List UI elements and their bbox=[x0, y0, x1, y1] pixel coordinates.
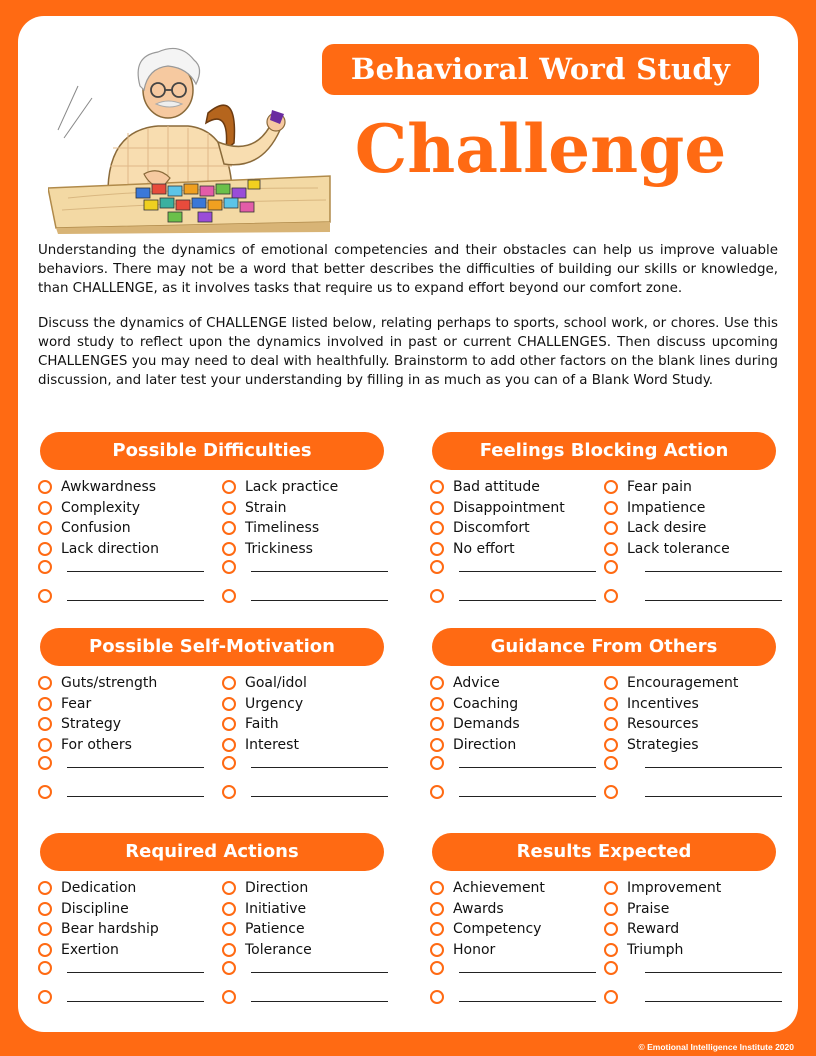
checkbox-circle-icon[interactable] bbox=[604, 480, 618, 494]
checkbox-circle-icon[interactable] bbox=[222, 738, 236, 752]
write-in-line[interactable] bbox=[459, 972, 596, 973]
write-in-line[interactable] bbox=[645, 600, 782, 601]
checkbox-circle-icon[interactable] bbox=[222, 990, 236, 1004]
checkbox-circle-icon[interactable] bbox=[38, 738, 52, 752]
checklist-item[interactable] bbox=[222, 919, 312, 940]
checklist-item-label: Incentives bbox=[627, 695, 699, 712]
checkbox-circle-icon[interactable] bbox=[604, 589, 618, 603]
checkbox-circle-icon[interactable] bbox=[222, 560, 236, 574]
checklist-item[interactable] bbox=[604, 498, 730, 519]
checkbox-circle-icon[interactable] bbox=[38, 756, 52, 770]
write-in-line[interactable] bbox=[645, 571, 782, 572]
challenge-word: Challenge bbox=[354, 110, 727, 188]
checkbox-circle-icon[interactable] bbox=[604, 881, 618, 895]
checkbox-circle-icon[interactable] bbox=[430, 717, 444, 731]
checklist-item[interactable] bbox=[430, 919, 545, 940]
checklist-item-label: Discomfort bbox=[453, 520, 530, 537]
checklist-item-label: Trickiness bbox=[245, 540, 313, 557]
intro-text bbox=[38, 241, 778, 405]
blank-entry[interactable] bbox=[430, 990, 596, 1002]
checkbox-circle-icon[interactable] bbox=[222, 697, 236, 711]
title-banner: Behavioral Word Study bbox=[322, 44, 759, 95]
checklist-item[interactable] bbox=[38, 878, 159, 899]
checkbox-circle-icon[interactable] bbox=[604, 521, 618, 535]
blank-entry[interactable] bbox=[222, 560, 388, 572]
section-guidance-from-others bbox=[430, 628, 785, 828]
write-in-line[interactable] bbox=[67, 571, 204, 572]
checklist-item[interactable] bbox=[222, 477, 338, 498]
checklist-item[interactable] bbox=[430, 694, 520, 715]
checkbox-circle-icon[interactable] bbox=[604, 676, 618, 690]
right-column bbox=[222, 878, 312, 960]
checkbox-circle-icon[interactable] bbox=[222, 943, 236, 957]
write-in-line[interactable] bbox=[645, 972, 782, 973]
left-column bbox=[38, 477, 159, 559]
section-heading: Possible Difficulties bbox=[40, 432, 384, 470]
blank-entry[interactable] bbox=[604, 756, 782, 768]
checkbox-circle-icon[interactable] bbox=[38, 589, 52, 603]
blank-entry[interactable] bbox=[38, 560, 204, 572]
checklist-item-label: Direction bbox=[453, 736, 517, 753]
write-in-line[interactable] bbox=[251, 796, 388, 797]
checkbox-circle-icon[interactable] bbox=[38, 501, 52, 515]
blank-entry[interactable] bbox=[430, 785, 596, 797]
checklist-item-label: Exertion bbox=[61, 941, 119, 958]
checkbox-circle-icon[interactable] bbox=[38, 922, 52, 936]
checkbox-circle-icon[interactable] bbox=[222, 676, 236, 690]
checkbox-circle-icon[interactable] bbox=[222, 521, 236, 535]
checklist-item[interactable] bbox=[604, 518, 730, 539]
write-in-line[interactable] bbox=[645, 1001, 782, 1002]
checklist-item[interactable] bbox=[38, 919, 159, 940]
checkbox-circle-icon[interactable] bbox=[38, 697, 52, 711]
section-heading: Required Actions bbox=[40, 833, 384, 871]
checkbox-circle-icon[interactable] bbox=[222, 542, 236, 556]
blank-entry[interactable] bbox=[430, 589, 596, 601]
checklist-item-label: Reward bbox=[627, 921, 680, 938]
checklist-item[interactable] bbox=[222, 694, 307, 715]
write-in-line[interactable] bbox=[251, 767, 388, 768]
write-in-line[interactable] bbox=[251, 972, 388, 973]
write-in-line[interactable] bbox=[251, 1001, 388, 1002]
checkbox-circle-icon[interactable] bbox=[222, 922, 236, 936]
checkbox-circle-icon[interactable] bbox=[222, 717, 236, 731]
checkbox-circle-icon[interactable] bbox=[430, 480, 444, 494]
checkbox-circle-icon[interactable] bbox=[430, 738, 444, 752]
section-heading: Guidance From Others bbox=[432, 628, 776, 666]
checkbox-circle-icon[interactable] bbox=[38, 521, 52, 535]
checkbox-circle-icon[interactable] bbox=[604, 990, 618, 1004]
left-column bbox=[430, 878, 545, 960]
checkbox-circle-icon[interactable] bbox=[38, 560, 52, 574]
checklist-item[interactable] bbox=[38, 673, 157, 694]
checklist-item[interactable] bbox=[222, 673, 307, 694]
checkbox-circle-icon[interactable] bbox=[604, 542, 618, 556]
checklist-item[interactable] bbox=[604, 899, 721, 920]
checkbox-circle-icon[interactable] bbox=[604, 738, 618, 752]
checklist-item[interactable] bbox=[430, 878, 545, 899]
checkbox-circle-icon[interactable] bbox=[604, 902, 618, 916]
checkbox-circle-icon[interactable] bbox=[430, 501, 444, 515]
checkbox-circle-icon[interactable] bbox=[604, 560, 618, 574]
right-column bbox=[604, 673, 738, 755]
blank-entry[interactable] bbox=[430, 560, 596, 572]
section-heading: Results Expected bbox=[432, 833, 776, 871]
checklist-item-label: Praise bbox=[627, 900, 670, 917]
checkbox-circle-icon[interactable] bbox=[38, 990, 52, 1004]
checklist-item[interactable] bbox=[604, 539, 730, 560]
checklist-item[interactable] bbox=[222, 735, 307, 756]
checklist-item-label: Initiative bbox=[245, 900, 307, 917]
copyright-footer: © Emotional Intelligence Institute 2020 bbox=[638, 1042, 794, 1052]
checklist-item[interactable] bbox=[604, 735, 738, 756]
checklist-item-label: Coaching bbox=[453, 695, 519, 712]
checklist-item[interactable] bbox=[430, 518, 565, 539]
blank-entry[interactable] bbox=[604, 990, 782, 1002]
blank-entry[interactable] bbox=[604, 560, 782, 572]
checkbox-circle-icon[interactable] bbox=[604, 922, 618, 936]
checkbox-circle-icon[interactable] bbox=[222, 785, 236, 799]
checkbox-circle-icon[interactable] bbox=[38, 881, 52, 895]
write-in-line[interactable] bbox=[459, 796, 596, 797]
checklist-item[interactable] bbox=[430, 899, 545, 920]
checkbox-circle-icon[interactable] bbox=[222, 501, 236, 515]
checklist-item[interactable] bbox=[222, 498, 338, 519]
checkbox-circle-icon[interactable] bbox=[38, 676, 52, 690]
checklist-item-label: Awkwardness bbox=[61, 479, 157, 496]
checklist-item[interactable] bbox=[430, 498, 565, 519]
checklist-item-label: Competency bbox=[453, 921, 542, 938]
checkbox-circle-icon[interactable] bbox=[604, 756, 618, 770]
checkbox-circle-icon[interactable] bbox=[38, 785, 52, 799]
checklist-item[interactable] bbox=[604, 477, 730, 498]
section-heading: Possible Self-Motivation bbox=[40, 628, 384, 666]
checklist-item-label: Disappointment bbox=[453, 499, 565, 516]
checklist-item-label: Confusion bbox=[61, 520, 131, 537]
checkbox-circle-icon[interactable] bbox=[430, 756, 444, 770]
checklist-item[interactable] bbox=[38, 899, 159, 920]
write-in-line[interactable] bbox=[67, 796, 204, 797]
checklist-item[interactable] bbox=[38, 735, 157, 756]
checklist-item[interactable] bbox=[222, 899, 312, 920]
checklist-item-label: Strategy bbox=[61, 716, 121, 733]
checklist-item-label: Honor bbox=[453, 941, 496, 958]
left-column bbox=[430, 477, 565, 559]
checklist-item-label: Lack practice bbox=[245, 479, 339, 496]
left-column bbox=[430, 673, 520, 755]
checkbox-circle-icon[interactable] bbox=[430, 560, 444, 574]
checkbox-circle-icon[interactable] bbox=[38, 943, 52, 957]
blank-entry[interactable] bbox=[222, 961, 388, 973]
checklist-item-label: Complexity bbox=[61, 499, 141, 516]
checkbox-circle-icon[interactable] bbox=[222, 961, 236, 975]
checkbox-circle-icon[interactable] bbox=[604, 697, 618, 711]
section-results-expected bbox=[430, 833, 785, 1033]
checkbox-circle-icon[interactable] bbox=[38, 542, 52, 556]
checklist-item[interactable] bbox=[38, 518, 159, 539]
section-possible-self-motivation bbox=[38, 628, 393, 828]
checklist-item[interactable] bbox=[38, 940, 159, 961]
checklist-item[interactable] bbox=[38, 477, 159, 498]
right-column bbox=[604, 477, 730, 559]
checklist-item-label: Tolerance bbox=[245, 941, 312, 958]
checklist-item[interactable] bbox=[222, 878, 312, 899]
checkbox-circle-icon[interactable] bbox=[430, 943, 444, 957]
blank-entry[interactable] bbox=[222, 756, 388, 768]
checklist-item-label: Strategies bbox=[627, 736, 699, 753]
checkbox-circle-icon[interactable] bbox=[222, 881, 236, 895]
checklist-item-label: Timeliness bbox=[245, 520, 320, 537]
write-in-line[interactable] bbox=[459, 1001, 596, 1002]
checklist-item[interactable] bbox=[604, 919, 721, 940]
right-column bbox=[222, 673, 307, 755]
checklist-item[interactable] bbox=[604, 878, 721, 899]
checklist-item[interactable] bbox=[38, 694, 157, 715]
right-column bbox=[604, 878, 721, 960]
checkbox-circle-icon[interactable] bbox=[222, 589, 236, 603]
blank-entry[interactable] bbox=[430, 756, 596, 768]
checklist-item-label: Direction bbox=[245, 880, 309, 897]
checklist-item-label: Lack direction bbox=[61, 540, 159, 557]
checklist-item-label: Achievement bbox=[453, 880, 545, 897]
checklist-item[interactable] bbox=[430, 477, 565, 498]
checkbox-circle-icon[interactable] bbox=[430, 589, 444, 603]
checkbox-circle-icon[interactable] bbox=[38, 480, 52, 494]
blank-entry[interactable] bbox=[38, 756, 204, 768]
blank-entry[interactable] bbox=[604, 785, 782, 797]
section-heading: Feelings Blocking Action bbox=[432, 432, 776, 470]
checklist-item[interactable] bbox=[222, 518, 338, 539]
checklist-item-label: Guts/strength bbox=[61, 675, 158, 692]
puzzle-man-illustration bbox=[48, 38, 338, 234]
checkbox-circle-icon[interactable] bbox=[604, 785, 618, 799]
checkbox-circle-icon[interactable] bbox=[38, 717, 52, 731]
checkbox-circle-icon[interactable] bbox=[430, 542, 444, 556]
checklist-item-label: For others bbox=[61, 736, 132, 753]
checkbox-circle-icon[interactable] bbox=[604, 717, 618, 731]
checklist-item[interactable] bbox=[38, 539, 159, 560]
checklist-item[interactable] bbox=[222, 714, 307, 735]
checkbox-circle-icon[interactable] bbox=[604, 501, 618, 515]
write-in-line[interactable] bbox=[251, 600, 388, 601]
blank-entry[interactable] bbox=[38, 961, 204, 973]
write-in-line[interactable] bbox=[251, 571, 388, 572]
checklist-item-label: Urgency bbox=[245, 695, 304, 712]
checklist-item[interactable] bbox=[430, 539, 565, 560]
checklist-item[interactable] bbox=[604, 714, 738, 735]
blank-entry[interactable] bbox=[604, 589, 782, 601]
checkbox-circle-icon[interactable] bbox=[430, 902, 444, 916]
checklist-item-label: Bear hardship bbox=[61, 921, 159, 938]
blank-entry[interactable] bbox=[430, 961, 596, 973]
checklist-item-label: Resources bbox=[627, 716, 699, 733]
write-in-line[interactable] bbox=[67, 972, 204, 973]
checkbox-circle-icon[interactable] bbox=[38, 902, 52, 916]
checklist-item-label: Patience bbox=[245, 921, 305, 938]
checklist-item[interactable] bbox=[38, 714, 157, 735]
checklist-item-label: Goal/idol bbox=[245, 675, 307, 692]
section-possible-difficulties bbox=[38, 432, 393, 632]
write-in-line[interactable] bbox=[645, 796, 782, 797]
checklist-item-label: Encouragement bbox=[627, 675, 739, 692]
checklist-item-label: Triumph bbox=[627, 941, 684, 958]
blank-entry[interactable] bbox=[38, 589, 204, 601]
checklist-item[interactable] bbox=[38, 498, 159, 519]
checkbox-circle-icon[interactable] bbox=[222, 756, 236, 770]
checklist-item-label: Interest bbox=[245, 736, 299, 753]
checkbox-circle-icon[interactable] bbox=[222, 902, 236, 916]
right-column bbox=[222, 477, 338, 559]
checklist-item-label: Lack tolerance bbox=[627, 540, 730, 557]
checklist-item[interactable] bbox=[604, 694, 738, 715]
checklist-item-label: Impatience bbox=[627, 499, 706, 516]
blank-entry[interactable] bbox=[222, 589, 388, 601]
checklist-item[interactable] bbox=[430, 735, 520, 756]
checkbox-circle-icon[interactable] bbox=[222, 480, 236, 494]
write-in-line[interactable] bbox=[67, 767, 204, 768]
checklist-item-label: Advice bbox=[453, 675, 500, 692]
checklist-item-label: Fear pain bbox=[627, 479, 692, 496]
checkbox-circle-icon[interactable] bbox=[430, 785, 444, 799]
blank-entry[interactable] bbox=[38, 990, 204, 1002]
checklist-item-label: Dedication bbox=[61, 880, 137, 897]
checklist-item-label: Lack desire bbox=[627, 520, 707, 537]
checklist-item[interactable] bbox=[222, 940, 312, 961]
section-feelings-blocking-action bbox=[430, 432, 785, 632]
checklist-item-label: Fear bbox=[61, 695, 92, 712]
write-in-line[interactable] bbox=[67, 1001, 204, 1002]
checklist-item[interactable] bbox=[430, 940, 545, 961]
checklist-item[interactable] bbox=[604, 673, 738, 694]
checklist-item[interactable] bbox=[430, 673, 520, 694]
checkbox-circle-icon[interactable] bbox=[430, 881, 444, 895]
checklist-item-label: Improvement bbox=[627, 880, 722, 897]
checkbox-circle-icon[interactable] bbox=[430, 676, 444, 690]
write-in-line[interactable] bbox=[645, 767, 782, 768]
checklist-item-label: Demands bbox=[453, 716, 520, 733]
worksheet-sheet bbox=[18, 16, 798, 1032]
checkbox-circle-icon[interactable] bbox=[38, 961, 52, 975]
checklist-item[interactable] bbox=[604, 940, 721, 961]
left-column bbox=[38, 673, 157, 755]
blank-entry[interactable] bbox=[38, 785, 204, 797]
checkbox-circle-icon[interactable] bbox=[430, 521, 444, 535]
checklist-item-label: No effort bbox=[453, 540, 515, 557]
checklist-item[interactable] bbox=[430, 714, 520, 735]
checklist-item-label: Discipline bbox=[61, 900, 129, 917]
intro-paragraph-2: Discuss the dynamics of CHALLENGE listed below, relating perhaps to sports, school work, or chores. Use this word study to reflect upon the dynamics involved in past or current CHALLENGES. Then discuss upcoming CHALLENGES you may need to deal with healthfully. Brainstorm to add other factors on the blank lines during discussion, and later test your understanding by filling in as much as you can of a Blank Word Study. bbox=[38, 315, 778, 389]
section-required-actions bbox=[38, 833, 393, 1033]
checklist-item-label: Awards bbox=[453, 900, 504, 917]
checkbox-circle-icon[interactable] bbox=[430, 697, 444, 711]
left-column bbox=[38, 878, 159, 960]
blank-entry[interactable] bbox=[222, 785, 388, 797]
checkbox-circle-icon[interactable] bbox=[430, 990, 444, 1004]
checkbox-circle-icon[interactable] bbox=[430, 961, 444, 975]
checklist-item[interactable] bbox=[222, 539, 338, 560]
checklist-item-label: Strain bbox=[245, 499, 287, 516]
write-in-line[interactable] bbox=[459, 571, 596, 572]
checklist-item-label: Faith bbox=[245, 716, 279, 733]
checkbox-circle-icon[interactable] bbox=[604, 943, 618, 957]
checklist-item-label: Bad attitude bbox=[453, 479, 540, 496]
write-in-line[interactable] bbox=[459, 767, 596, 768]
blank-entry[interactable] bbox=[604, 961, 782, 973]
write-in-line[interactable] bbox=[67, 600, 204, 601]
intro-paragraph-1: Understanding the dynamics of emotional competencies and their obstacles can help us improve valuable behaviors. There may not be a word that better describes the difficulties of building our skills or knowledge, than CHALLENGE, as it involves tasks that require us to expand effort beyond our comfort zone. bbox=[38, 243, 778, 297]
blank-entry[interactable] bbox=[222, 990, 388, 1002]
checkbox-circle-icon[interactable] bbox=[430, 922, 444, 936]
checkbox-circle-icon[interactable] bbox=[604, 961, 618, 975]
write-in-line[interactable] bbox=[459, 600, 596, 601]
